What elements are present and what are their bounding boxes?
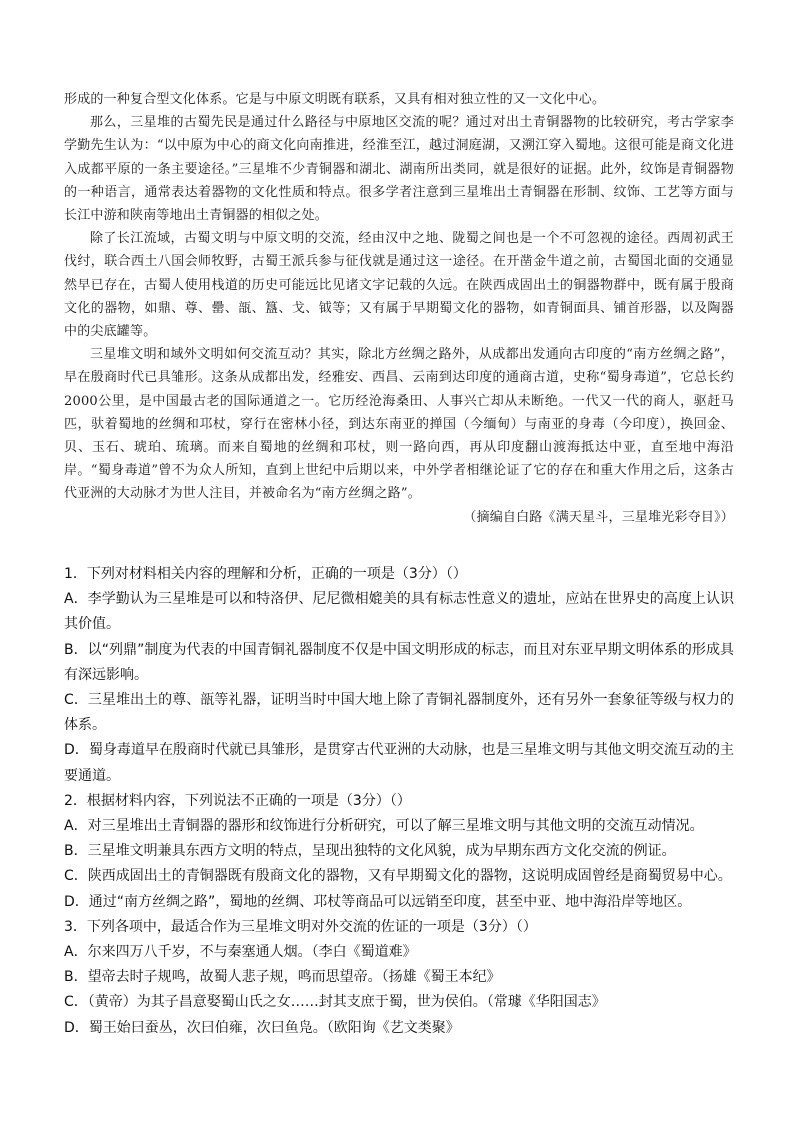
option-a: A．对三星堆出土青铜器的器形和纹饰进行分析研究，可以了解三星堆文明与其他文明的交流互动情况。: [64, 818, 704, 835]
question-stem: 2．根据材料内容，下列说法不正确的一项是（3分）（）: [64, 792, 411, 809]
passage-paragraph: 三星堆文明和域外文明如何交流互动？其实，除北方丝绸之路外，从成都出发通向古印度的“南方丝绸之路”，早在殷商时代已具雏形。这条从成都出发，经雅安、西昌、云南到达印度的通商古道，史称“蜀身毒道”，它总长约2000公里，是中国最古老的国际通道之一。它历经沧海桑田、人事兴亡却从未断绝。一代又一代的商人，驱赶马匹，驮着蜀地的丝绸和邛杖，穿行在密林小径，到达东南亚的掸国（今缅甸）与南亚的身毒（今印度），换回金、贝、玉石、琥珀、琉璃。而来自蜀地的丝绸和邛杖，则一路向西，再从印度翻山渡海抵达中亚，直至地中海沿岸。“蜀身毒道”曾不为众人所知，直到上世纪中后期以来，中外学者相继论证了它的存在和重大作用之后，这条古代亚洲的大动脉才为世人注目，并被命名为“南方丝绸之路”。: [64, 347, 734, 502]
passage-paragraph: 形成的一种复合型文化体系。它是与中原文明既有联系，又具有相对独立性的又一文化中心。: [64, 92, 606, 107]
option-c: C．三星堆出土的尊、瓿等礼器，证明当时中国大地上除了青铜礼器制度外，还有另外一套象征等级与权力的体系。: [64, 692, 734, 734]
question-stem: 3．下列各项中，最适合作为三星堆文明对外交流的佐证的一项是（3分）（）: [64, 918, 537, 935]
question-2: [64, 789, 734, 915]
passage-paragraph: 除了长江流域，古蜀文明与中原文明的交流，经由汉中之地、陇蜀之间也是一个不可忽视的途径。西周初武王伐纣，联合西土八国会师牧野，古蜀王派兵参与征伐就是通过这一途径。在开凿金牛道之前，古蜀国北面的交通显然早已存在，古蜀人使用栈道的历史可能远比见诸文字记载的久远。在陕西成固出土的铜器物群中，既有属于殷商文化的器物，如鼎、尊、罍、瓿、簋、戈、钺等；又有属于早期蜀文化的器物，如青铜面具、铺首形器，以及陶器中的尖底罐等。: [64, 231, 734, 340]
passage-source: （摘编自白路《满天星斗，三星堆光彩夺目》）: [463, 509, 734, 525]
passage-paragraph: 那么，三星堆的古蜀先民是通过什么路径与中原地区交流的呢？通过对出土青铜器物的比较研究，考古学家李学勤先生认为：“以中原为中心的商文化向南推进，经淮至江，越过洞庭湖，又溯江穿入蜀地。这很可能是商文化进入成都平原的一条主要途径。”三星堆不少青铜器和湖北、湖南所出类同，就是很好的证据。此外，纹饰是青铜器物的一种语言，通常表达着器物的文化性质和特点。很多学者注意到三星堆出土青铜器在形制、纹饰、工艺等方面与长江中游和陕南等地出土青铜器的相似之处。: [64, 115, 734, 224]
option-d: D．通过“南方丝绸之路”，蜀地的丝绸、邛杖等商品可以远销至印度，甚至中亚、地中海沿岸等地区。: [64, 893, 692, 910]
option-b: B．望帝去时子规鸣，故蜀人悲子规，鸣而思望帝。（扬雄《蜀王本纪》: [64, 969, 501, 986]
question-1: [64, 562, 734, 789]
option-d: D．蜀王始曰蚕丛，次曰伯雍，次曰鱼凫。（欧阳询《艺文类聚》: [64, 1019, 460, 1036]
option-a: A．尔来四万八千岁，不与秦塞通人烟。（李白《蜀道难》: [64, 944, 417, 961]
reading-passage: [64, 88, 734, 530]
option-d: D．蜀身毒道早在殷商时代就已具雏形，是贯穿古代亚洲的大动脉，也是三星堆文明与其他文明交流互动的主要通道。: [64, 742, 734, 784]
option-b: B．三星堆文明兼具东西方文明的特点，呈现出独特的文化风貌，成为早期东西方文化交流的例证。: [64, 843, 676, 860]
question-stem: 1．下列对材料相关内容的理解和分析，正确的一项是（3分）（）: [64, 566, 467, 582]
option-c: C．陕西成固出土的青铜器既有殷商文化的器物，又有早期蜀文化的器物，这说明成固曾经是商蜀贸易中心。: [64, 868, 732, 885]
option-c: C．（黄帝）为其子昌意娶蜀山氏之女……封其支庶于蜀，世为侯伯。（常璩《华阳国志》: [64, 994, 606, 1011]
option-b: B．以“列鼎”制度为代表的中国青铜礼器制度不仅是中国文明形成的标志，而且对东亚早期文明体系的形成具有深远影响。: [64, 641, 734, 683]
question-list: [64, 562, 734, 1041]
question-3: [64, 915, 734, 1041]
option-a: A．李学勤认为三星堆是可以和特洛伊、尼尼微相媲美的具有标志性意义的遗址，应站在世界史的高度上认识其价值。: [64, 591, 734, 633]
